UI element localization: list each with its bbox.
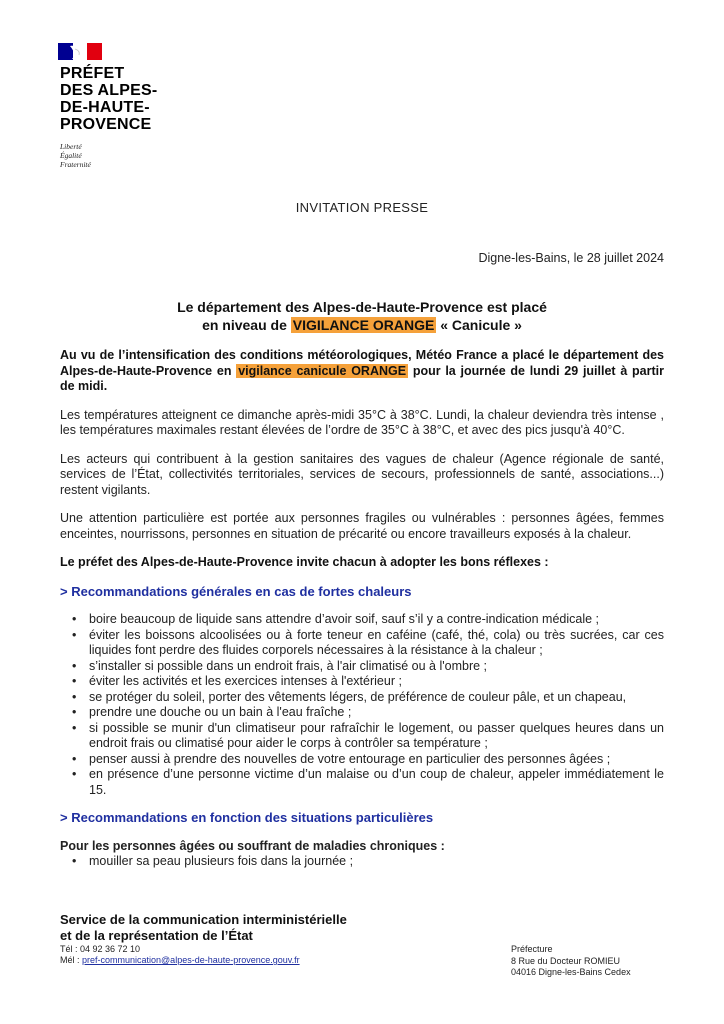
intro-before: Au vu de l’intensification des conditions météorologiques, Météo France a placé le département des Alpes-de-Haute-Provence en xyxy=(60,348,664,378)
list-item: • mouiller sa peau plusieurs fois dans la journée ; xyxy=(60,854,664,870)
address-line: 04016 Digne-les-Bains Cedex xyxy=(511,967,631,977)
list-item: • éviter les activités et les exercices intenses à l'extérieur ; xyxy=(60,674,664,690)
list-item: • s’installer si possible dans un endroit frais, à l'air climatisé ou à l'ombre ; xyxy=(60,659,664,675)
list-item: • éviter les boissons alcoolisées ou à forte teneur en caféine (café, thé, cola) ou très sucrées, car ces liquides font perdre des fluides corporels nécessaires à la résistance à la chaleur ; xyxy=(60,628,664,659)
list-item: • se protéger du soleil, porter des vêtements légers, de préférence de couleur pâle, et un chapeau, xyxy=(60,690,664,706)
list-item: • prendre une douche ou un bain à l'eau fraîche ; xyxy=(60,705,664,721)
prefet-paragraph: Le préfet des Alpes-de-Haute-Provence invite chacun à adopter les bons réflexes : xyxy=(60,555,549,569)
mail-label: Mél : xyxy=(60,955,83,965)
email-link[interactable]: pref-communication@alpes-de-haute-provence.gouv.fr xyxy=(82,955,300,965)
attention-paragraph: Une attention particulière est portée aux personnes fragiles ou vulnérables : personnes âgées, femmes enceintes, nourrissons, personnes en situation de précarité ou encore travailleurs exposés à la chaleur. xyxy=(60,511,664,541)
intro-paragraph xyxy=(60,348,664,395)
title-line-2 xyxy=(60,316,664,334)
press-title xyxy=(60,298,664,334)
title-line-1: Le département des Alpes-de-Haute-Provence est placé xyxy=(177,299,547,315)
vigilance-canicule-highlight: vigilance canicule ORANGE xyxy=(238,363,407,378)
title-line2-after: « Canicule » xyxy=(436,317,522,333)
title-line2-before: en niveau de xyxy=(202,317,291,333)
republic-motto xyxy=(60,142,91,169)
footer-service-name xyxy=(60,912,347,944)
press-body xyxy=(60,348,664,882)
prefecture-name: PRÉFET DES ALPES- DE-HAUTE- PROVENCE xyxy=(60,65,158,133)
list-item: • en présence d’une personne victime d’un malaise ou d’un coup de chaleur, appeler immédiatement le 15. xyxy=(60,767,664,798)
temperatures-paragraph: Les températures atteignent ce dimanche après-midi 35°C à 38°C. Lundi, la chaleur deviendra très intense , les températures maximales restant élevées de l’ordre de 35°C à 38°C, et avec des pics jusqu'à 40°C. xyxy=(60,407,664,437)
service-line-2: et de la représentation de l’État xyxy=(60,928,253,943)
footer-contact xyxy=(60,944,300,966)
elderly-subtitle: Pour les personnes âgées ou souffrant de maladies chroniques : xyxy=(60,838,445,853)
motto-liberte: Liberté xyxy=(60,142,82,151)
footer-phone: Tél : 04 92 36 72 10 xyxy=(60,944,141,954)
document-type: INVITATION PRESSE xyxy=(295,200,429,215)
footer-address xyxy=(511,944,631,979)
footer-mail-line xyxy=(60,955,300,966)
intro-after: pour la journée de lundi 29 juillet à partir de midi. xyxy=(60,363,664,393)
section-particular-situations-title: > Recommandations en fonction des situations particulières xyxy=(60,810,434,825)
dateline: Digne-les-Bains, le 28 juillet 2024 xyxy=(478,251,664,265)
list-item: • penser aussi à prendre des nouvelles de votre entourage en particulier des personnes âgées ; xyxy=(60,752,664,768)
list-item: • si possible se munir d'un climatiseur pour rafraîchir le logement, ou passer quelques heures dans un endroit frais ou climatisé pour aider le corps à contrôler sa température ; xyxy=(60,721,664,752)
section-general-recommendations-title: > Recommandations générales en cas de fortes chaleurs xyxy=(60,583,412,599)
motto-fraternite: Fraternité xyxy=(60,160,91,169)
service-line-1: Service de la communication interministérielle xyxy=(60,912,347,927)
motto-egalite: Égalité xyxy=(60,151,82,160)
marianne-logo-icon xyxy=(58,43,102,60)
general-recommendations-list xyxy=(60,612,664,798)
address-line: Préfecture xyxy=(511,944,553,954)
acteurs-paragraph: Les acteurs qui contribuent à la gestion sanitaires des vagues de chaleur (Agence régionale de santé, services de l’État, collectivités territoriales, services de secours, professionnels de santé, associations...) restent vigilants. xyxy=(60,451,664,497)
list-item: • boire beaucoup de liquide sans attendre d’avoir soif, sauf s’il y a contre-indication médicale ; xyxy=(60,612,664,628)
particular-recommendations-list xyxy=(60,854,664,870)
address-line: 8 Rue du Docteur ROMIEU xyxy=(511,955,621,966)
vigilance-orange-highlight: VIGILANCE ORANGE xyxy=(292,317,435,333)
